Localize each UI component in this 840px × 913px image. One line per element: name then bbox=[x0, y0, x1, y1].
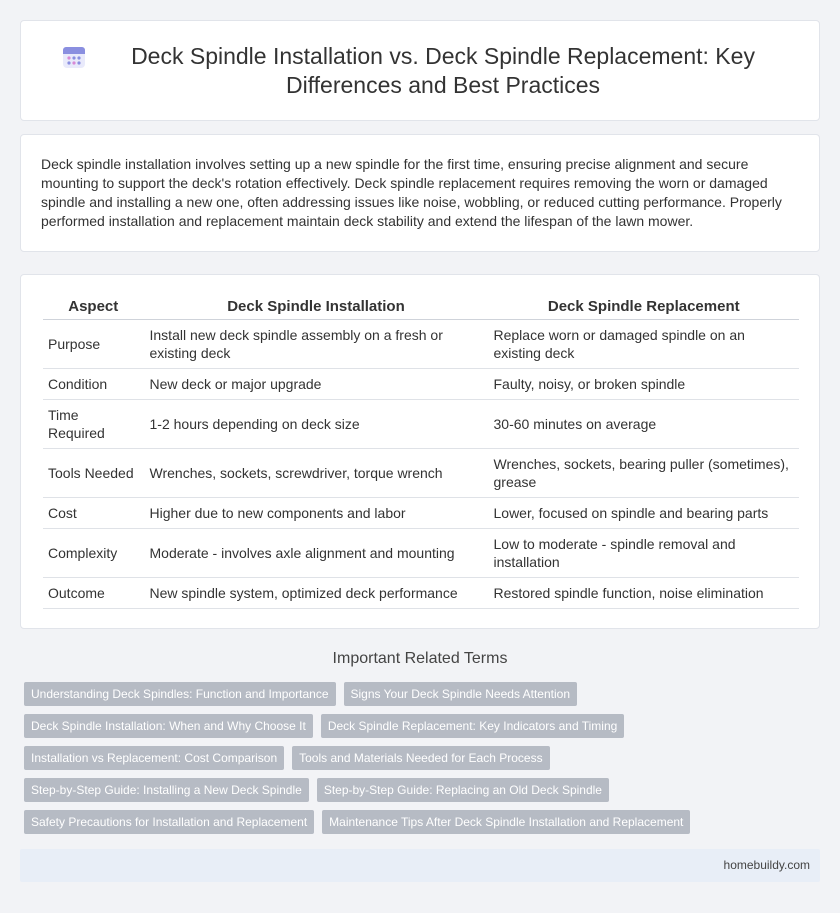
related-term-link[interactable]: Deck Spindle Installation: When and Why Choose It bbox=[24, 714, 313, 738]
table-row bbox=[43, 368, 799, 399]
replacement-cell: Low to moderate - spindle removal and installation bbox=[488, 528, 799, 577]
aspect-cell: Cost bbox=[43, 497, 144, 528]
footer bbox=[20, 849, 820, 882]
replacement-cell: Faulty, noisy, or broken spindle bbox=[488, 368, 799, 399]
installation-cell: Install new deck spindle assembly on a fresh or existing deck bbox=[144, 319, 488, 368]
related-term-link[interactable]: Tools and Materials Needed for Each Process bbox=[292, 746, 549, 770]
table-row bbox=[43, 399, 799, 448]
installation-cell: New spindle system, optimized deck performance bbox=[144, 577, 488, 608]
aspect-cell: Tools Needed bbox=[43, 448, 144, 497]
replacement-cell: 30-60 minutes on average bbox=[488, 399, 799, 448]
related-term-link[interactable]: Step-by-Step Guide: Installing a New Deck Spindle bbox=[24, 778, 309, 802]
tag-row bbox=[24, 682, 824, 706]
related-term-link[interactable]: Signs Your Deck Spindle Needs Attention bbox=[344, 682, 577, 706]
comparison-table bbox=[43, 297, 799, 609]
header bbox=[21, 21, 819, 120]
footer-site-name: homebuildy.com bbox=[723, 858, 810, 872]
installation-cell: 1-2 hours depending on deck size bbox=[144, 399, 488, 448]
aspect-cell: Condition bbox=[43, 368, 144, 399]
tag-row bbox=[24, 778, 824, 802]
replacement-cell: Restored spindle function, noise elimination bbox=[488, 577, 799, 608]
related-term-link[interactable]: Step-by-Step Guide: Replacing an Old Deck Spindle bbox=[317, 778, 609, 802]
table-row bbox=[43, 448, 799, 497]
calendar-icon bbox=[61, 44, 87, 70]
tag-row bbox=[24, 810, 824, 834]
column-header-aspect: Aspect bbox=[43, 297, 144, 319]
table-row bbox=[43, 319, 799, 368]
replacement-cell: Replace worn or damaged spindle on an existing deck bbox=[488, 319, 799, 368]
related-term-link[interactable]: Safety Precautions for Installation and Replacement bbox=[24, 810, 314, 834]
page-title: Deck Spindle Installation vs. Deck Spindle Replacement: Key Differences and Best Practices bbox=[131, 42, 755, 98]
table-row bbox=[43, 528, 799, 577]
related-terms-title: Important Related Terms bbox=[332, 650, 508, 667]
column-header-installation: Deck Spindle Installation bbox=[144, 297, 488, 319]
table-row bbox=[43, 577, 799, 608]
intro-card bbox=[20, 134, 820, 252]
aspect-cell: Time Required bbox=[43, 399, 144, 448]
related-term-link[interactable]: Understanding Deck Spindles: Function and Importance bbox=[24, 682, 336, 706]
installation-cell: Moderate - involves axle alignment and mounting bbox=[144, 528, 488, 577]
column-header-replacement: Deck Spindle Replacement bbox=[488, 297, 799, 319]
installation-cell: Wrenches, sockets, screwdriver, torque wrench bbox=[144, 448, 488, 497]
aspect-cell: Outcome bbox=[43, 577, 144, 608]
tag-row bbox=[24, 714, 824, 738]
related-term-link[interactable]: Installation vs Replacement: Cost Comparison bbox=[24, 746, 284, 770]
replacement-cell: Wrenches, sockets, bearing puller (sometimes), grease bbox=[488, 448, 799, 497]
intro-paragraph: Deck spindle installation involves setting up a new spindle for the first time, ensuring precise alignment and secure mounting to support the deck's rotation effectively. Deck spindle replacement requires removing the worn or damaged spindle and installing a new one, often addressing issues like noise, wobbling, or reduced cutting performance. Properly performed installation and replacement maintain deck stability and extend the lifespan of the lawn mower. bbox=[41, 156, 782, 229]
aspect-cell: Complexity bbox=[43, 528, 144, 577]
aspect-cell: Purpose bbox=[43, 319, 144, 368]
related-terms-list bbox=[24, 682, 824, 842]
related-term-link[interactable]: Maintenance Tips After Deck Spindle Installation and Replacement bbox=[322, 810, 690, 834]
header-card bbox=[20, 20, 820, 121]
installation-cell: New deck or major upgrade bbox=[144, 368, 488, 399]
tag-row bbox=[24, 746, 824, 770]
table-row bbox=[43, 497, 799, 528]
table-header-row bbox=[43, 297, 799, 319]
related-term-link[interactable]: Deck Spindle Replacement: Key Indicators and Timing bbox=[321, 714, 624, 738]
replacement-cell: Lower, focused on spindle and bearing parts bbox=[488, 497, 799, 528]
comparison-card bbox=[20, 274, 820, 629]
installation-cell: Higher due to new components and labor bbox=[144, 497, 488, 528]
